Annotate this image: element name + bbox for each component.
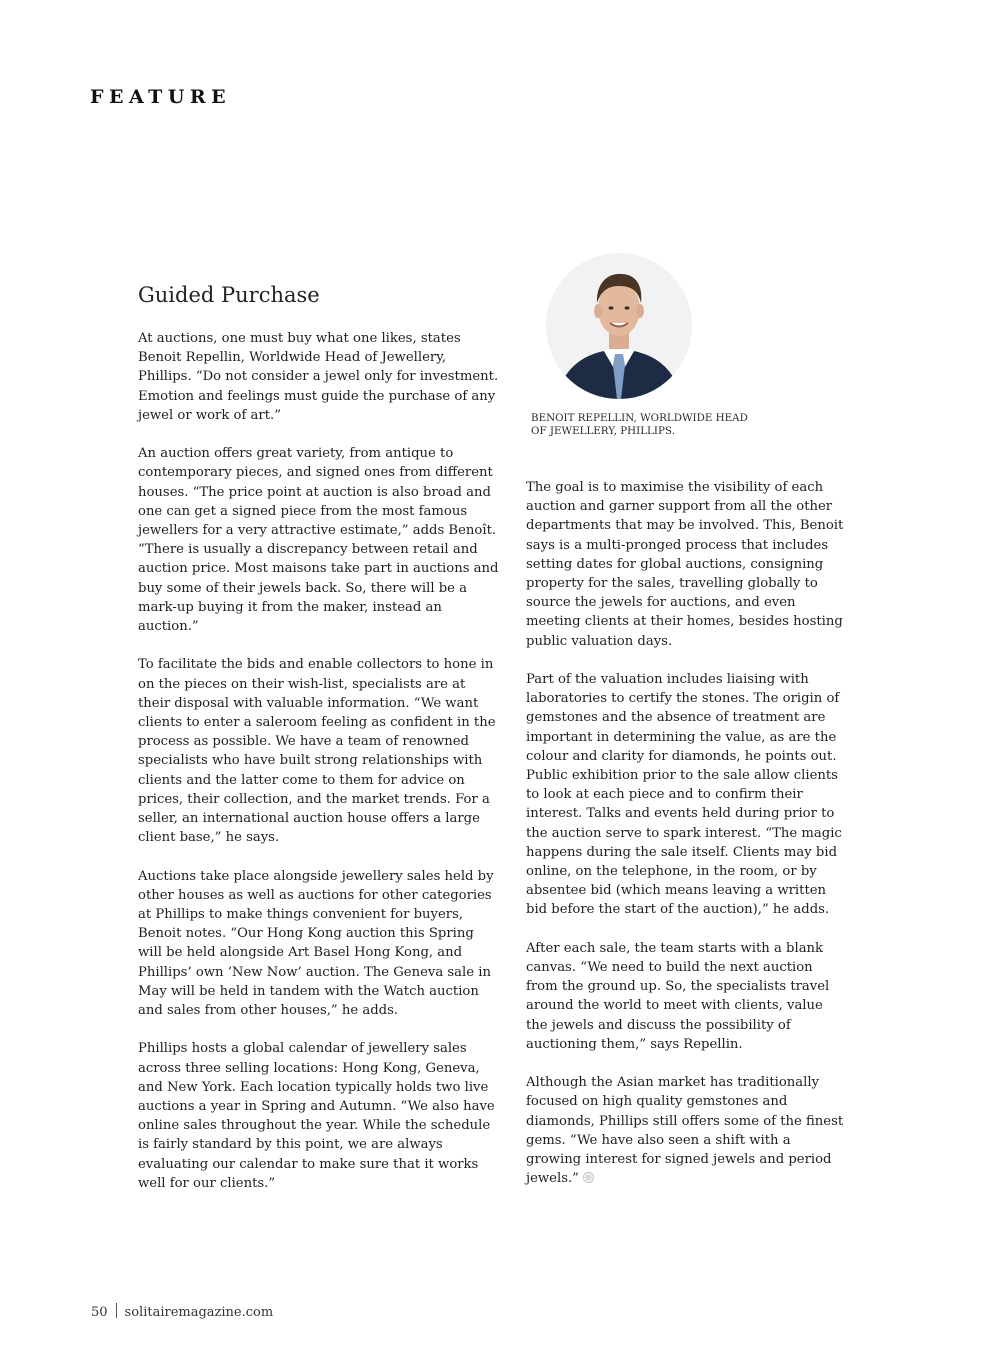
paragraph: Part of the valuation includes liaising with laboratories to certify the stones. The origin of gemstones and the absence of treatment are important in determining the value, as are the colour and clarity for diamonds, he points out. Public exhibition prior to the sale allow clients to look at each piece and to confirm their interest. Talks and events held during prior to the auction serve to spark interest. “The magic happens during the sale itself. Clients may bid online, on the telephone, in the room, or by absentee bid (which means leaving a written bid before the start of the auction),” he adds.: [526, 672, 842, 918]
website-link[interactable]: solitairemagazine.com: [124, 1305, 274, 1320]
article-heading: Guided Purchase: [138, 283, 320, 307]
section-label: FEATURE: [90, 86, 232, 108]
footer-divider: [116, 1303, 117, 1318]
page-footer: [91, 1303, 273, 1320]
paragraph: An auction offers great variety, from antique to contemporary pieces, and signed ones from different houses. “The price point at auction is also broad and one can get a signed piece from the most famous jewellers for a very attractive estimate,” adds Benoît. “There is usually a discrepancy between retail and auction price. Most maisons take part in auctions and buy some of their jewels back. So, there will be a mark-up buying it from the maker, instead an auction.”: [138, 446, 499, 635]
paragraph: At auctions, one must buy what one likes, states Benoit Repellin, Worldwide Head of Jewellery, Phillips. “Do not consider a jewel only for investment. Emotion and feelings must guide the purchase of any jewel or work of art.”: [138, 331, 499, 423]
portrait-illustration: [546, 253, 692, 399]
paragraph: The goal is to maximise the visibility of each auction and garner support from all the other departments that may be involved. This, Benoit says is a multi-pronged process that includes setting dates for global auctions, consigning property for the sales, travelling globally to source the jewels for auctions, and even meeting clients at their homes, besides hosting public valuation days.: [526, 480, 844, 649]
article-end-icon: [582, 1171, 595, 1184]
right-column: [526, 478, 848, 1208]
paragraph-last: [526, 1073, 848, 1188]
portrait-photo: [546, 253, 692, 399]
paragraph-text: Although the Asian market has traditionally focused on high quality gemstones and diamonds, Phillips still offers some of the finest gems. “We have also seen a shift with a growing interest for signed jewels and period jewels.”: [526, 1075, 844, 1187]
photo-caption: BENOIT REPELLIN, WORLDWIDE HEAD OF JEWELLERY, PHILLIPS.: [531, 412, 748, 437]
paragraph: To facilitate the bids and enable collectors to hone in on the pieces on their wish-list, specialists are at their disposal with valuable information. “We want clients to enter a saleroom feeling as confident in the process as possible. We have a team of renowned specialists who have built strong relationships with clients and the latter come to them for advice on prices, their collection, and the market trends. For a seller, an international auction house offers a large client base,” he says.: [138, 657, 496, 846]
left-column: [138, 329, 500, 1212]
paragraph: After each sale, the team starts with a blank canvas. “We need to build the next auction from the ground up. So, the specialists travel around the world to meet with clients, value the jewels and discuss the possibility of auctioning them,” says Repellin.: [526, 940, 830, 1052]
paragraph: Auctions take place alongside jewellery sales held by other houses as well as auctions for other categories at Phillips to make things convenient for buyers, Benoit notes. “Our Hong Kong auction this Spring will be held alongside Art Basel Hong Kong, and Phillips’ own ‘New Now’ auction. The Geneva sale in May will be held in tandem with the Watch auction and sales from other houses,” he adds.: [138, 868, 494, 1019]
paragraph: Phillips hosts a global calendar of jewellery sales across three selling locations: Hong Kong, Geneva, and New York. Each location typically holds two live auctions a year in Spring and Autumn. “We also have online sales throughout the year. While the schedule is fairly standard by this point, we are always evaluating our calendar to make sure that it works well for our clients.”: [138, 1041, 495, 1191]
page-number: 50: [91, 1305, 108, 1320]
